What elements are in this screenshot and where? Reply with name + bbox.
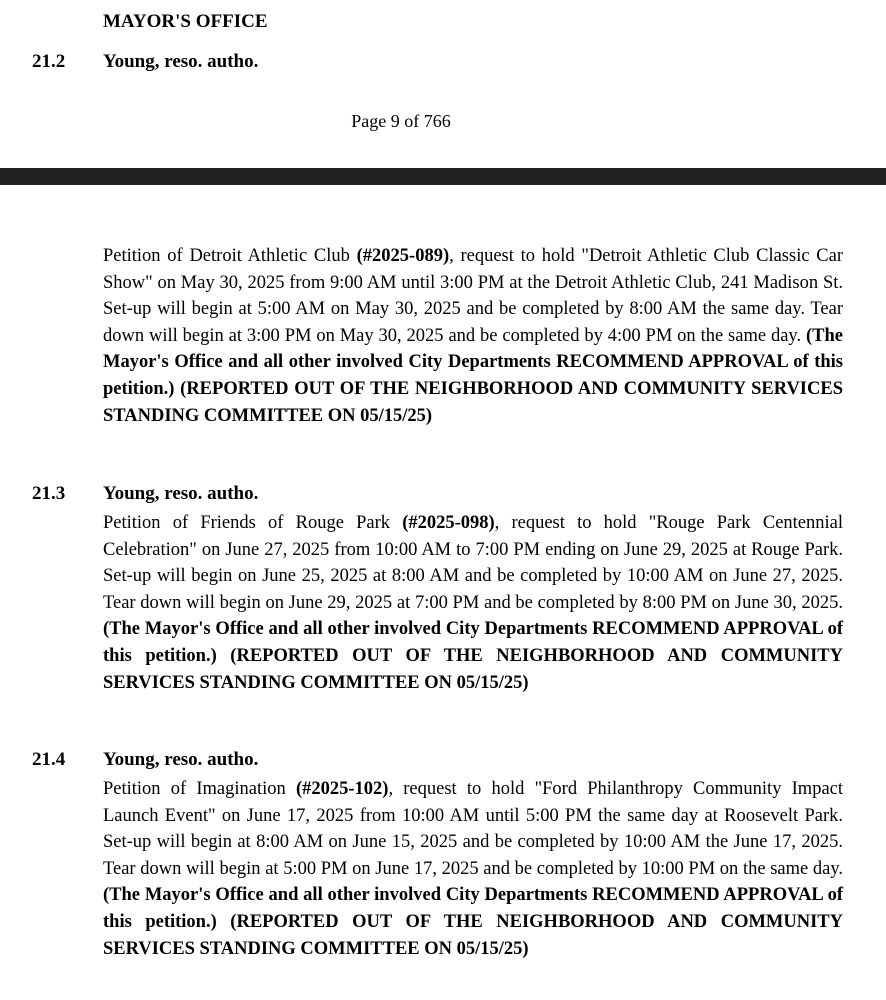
petition-paragraph [103,510,843,696]
item-number: 21.4 [32,749,66,770]
item-title: Young, reso. autho. [103,483,259,504]
petition-text-body: , request to hold "Ford Philanthropy Community Impact Launch Event" on June 17, 2025 from 10:00 AM until 5:00 PM the same day at Roosevelt Park. Set-up will begin at 8:00 AM on June 15, 2025 and be completed by 10:00 AM the June 17, 2025. Tear down will begin at 5:00 PM on June 17, 2025 and be completed by 10:00 PM on the same day. [103,779,844,879]
petition-text-pre: Petition of Detroit Athletic Club [103,246,357,266]
item-title: Young, reso. autho. [103,749,259,770]
page-divider [0,168,886,185]
petition-text-pre: Petition of Imagination [103,779,296,799]
petition-text-pre: Petition of Friends of Rouge Park [103,513,403,533]
petition-text-body: , request to hold "Detroit Athletic Club Classic Car Show" on May 30, 2025 from 9:00 AM until 3:00 PM at the Detroit Athletic Club, 241 Madison St. Set-up will begin at 5:00 AM on May 30, 2025 and be completed by 8:00 AM the same day. Tear down will begin at 3:00 PM on May 30, 2025 and be completed by 4:00 PM on the same day. [103,246,843,346]
item-number: 21.2 [32,51,66,72]
petition-paragraph [103,243,843,429]
item-number: 21.3 [32,483,66,504]
petition-recommendation: (The Mayor's Office and all other involved City Departments RECOMMEND APPROVAL of this petition.) (REPORTED OUT OF THE NEIGHBORHOOD AND COMMUNITY SERVICES STANDING COMMITTEE ON 05/15/25) [103,325,843,426]
petition-recommendation: (The Mayor's Office and all other involved City Departments RECOMMEND APPROVAL of this petition.) (REPORTED OUT OF THE NEIGHBORHOOD AND COMMUNITY SERVICES STANDING COMMITTEE ON 05/15/25) [103,885,843,959]
petition-recommendation: (The Mayor's Office and all other involved City Departments RECOMMEND APPROVAL of this petition.) (REPORTED OUT OF THE NEIGHBORHOOD AND COMMUNITY SERVICES STANDING COMMITTEE ON 05/15/25) [103,619,843,693]
petition-id: (#2025-098) [402,513,495,533]
petition-paragraph [103,776,843,962]
petition-id: (#2025-102) [295,779,389,799]
petition-text-body: , request to hold "Rouge Park Centennial Celebration" on June 27, 2025 from 10:00 AM to 7:00 PM ending on June 29, 2025 at Rouge Park. Set-up will begin on June 25, 2025 at 8:00 AM and be completed by 10:00 AM on June 27, 2025. Tear down will begin on June 29, 2025 at 7:00 PM and be completed by 8:00 PM on June 30, 2025. [103,513,843,613]
office-heading: MAYOR'S OFFICE [103,11,268,32]
petition-id: (#2025-089) [356,246,450,266]
page-number: Page 9 of 766 [351,111,451,131]
item-title: Young, reso. autho. [103,51,259,72]
